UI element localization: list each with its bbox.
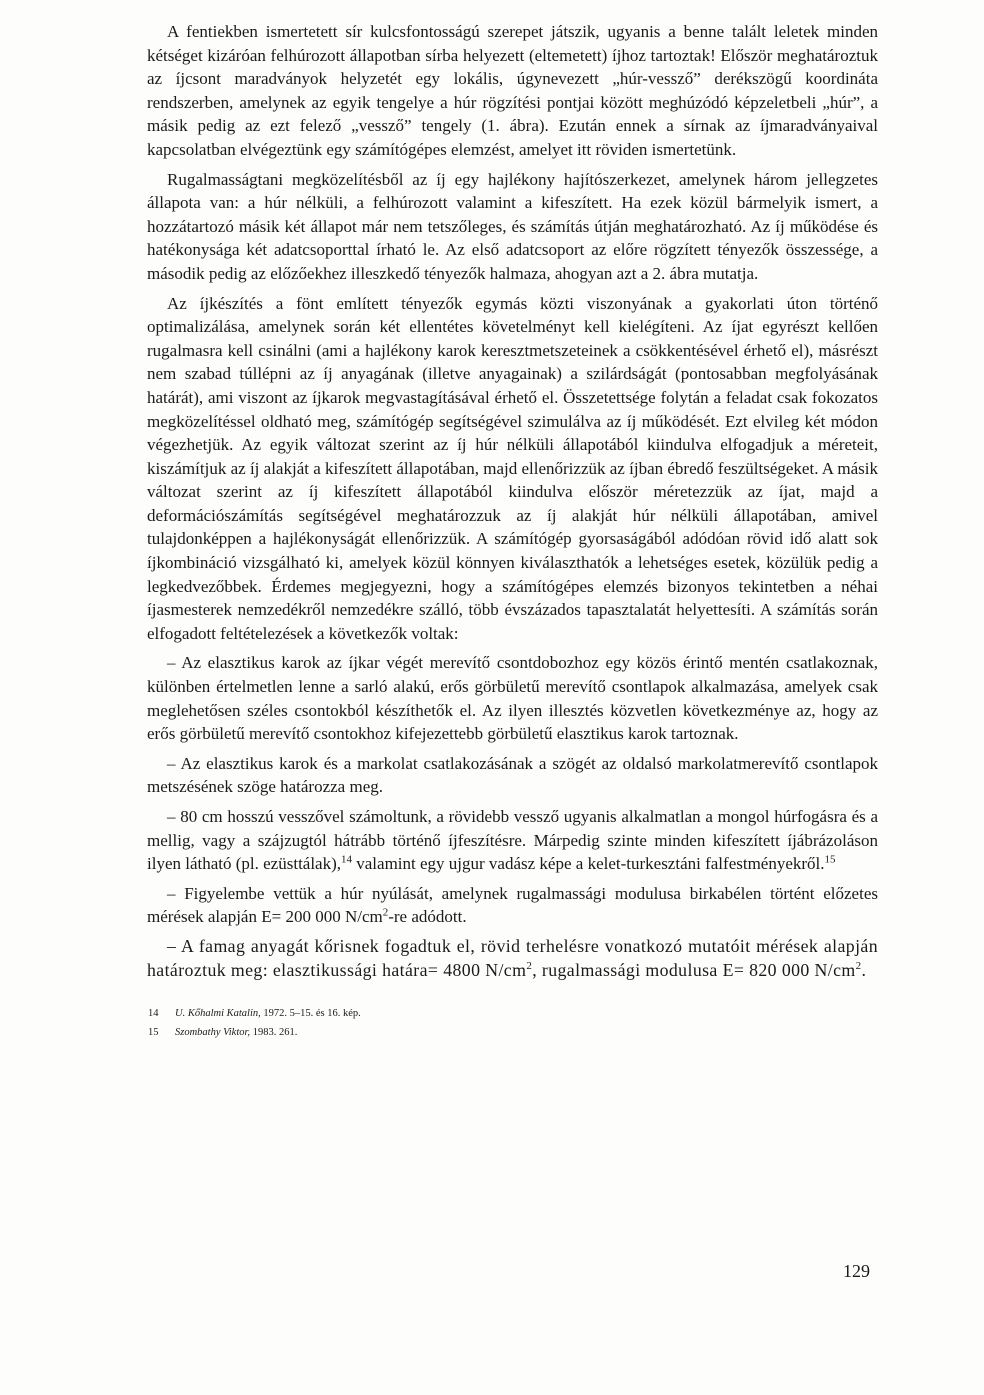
footnote-text: 1972. 5–15. és 16. kép. <box>260 1008 361 1020</box>
footnote-ref-14: 14 <box>341 853 353 866</box>
assumption-3-text-cont: valamint egy ujgur vadász képe a kelet-turkesztáni falfestményekről. <box>352 854 825 874</box>
footnotes <box>147 1004 878 1042</box>
assumption-4-text-cont: -re adódott. <box>388 907 467 927</box>
assumption-4-text: – Figyelembe vettük a húr nyúlását, amelynek rugalmassági modulusa birkabélen történt előzetes mérések alapján E= 200 000 N/cm <box>147 883 878 927</box>
assumption-3-text: – 80 cm hosszú vesszővel számoltunk, a rövidebb vessző ugyanis alkalmatlan a mongol húrfogásra és a mellig, vagy a szájzugtól hátrább történő íjfeszítésre. Márpedig szinte minden kifeszített íjábrázoláson ilyen látható (pl. ezüsttálak), <box>147 807 878 874</box>
footnote-14 <box>147 1004 878 1023</box>
unit-exponent: 2 <box>382 906 389 919</box>
unit-exponent: 2 <box>855 959 862 972</box>
footnote-author: Szombathy Viktor, <box>175 1027 251 1039</box>
assumption-4 <box>147 882 878 929</box>
footnote-text: 1983. 261. <box>250 1027 298 1039</box>
footnote-author: U. Kőhalmi Katalin, <box>175 1008 261 1020</box>
assumption-5-text: – A famag anyagát kőrisnek fogadtuk el, rövid terhelésre vonatkozó mutatóit mérések alapján határoztuk meg: elasztikussági határa= 4800 N/cm <box>147 935 878 980</box>
assumption-5 <box>147 935 878 982</box>
assumption-2: – Az elasztikus karok és a markolat csatlakozásának a szögét az oldalsó markolatmerevítő csontlapok metszésének szöge határozza meg. <box>147 753 878 797</box>
footnote-15 <box>147 1023 878 1042</box>
paragraph-1: A fentiekben ismertetett sír kulcsfontosságú szerepet játszik, ugyanis a benne talált leletek minden kétséget kizáróan felhúrozott állapotban sírba helyezett (eltemetett) íjhoz tartoztak! Először meghatároztuk az íjcsont maradványok helyzetét egy lokális, úgynevezett „húr-vessző” derékszögű koordináta rendszerben, amelynek az egyik tengelye a húr rögzítési pontjai között meghúzódó képzeletbeli „húr”, a másik pedig az ezt felező „vessző” tengely (1. ábra). Ezután ennek a sírnak az íjmaradványaival kapcsolatban elvégeztünk egy számítógépes elemzést, amelyet itt röviden ismertetünk. <box>147 22 878 159</box>
assumption-5-text-cont: , rugalmassági modulusa E= 820 000 N/cm <box>532 959 856 980</box>
assumption-5-text-end: . <box>861 959 867 980</box>
assumption-1: – Az elasztikus karok az íjkar végét merevítő csontdobozhoz egy közös érintő mentén csatlakoznak, különben értelmetlen lenne a sarló alakú, erős görbületű merevítő csontlapok alkalmazása, amelyek csak meglehetősen széles csontokból készíthetők el. Az ilyen illesztés közvetlen következménye az, hogy az erős görbületű merevítő csontokhoz kifejezettebb görbületű elasztikus karok tartoznak. <box>147 653 878 744</box>
paragraph-3: Az íjkészítés a fönt említett tényezők egymás közti viszonyának a gyakorlati úton történő optimalizálása, amelynek során két ellentétes követelményt kell kielégíteni. Az íjat egyrészt kellően rugalmasra kell csinálni (ami a hajlékony karok keresztmetszeteinek a csökkentésével érhető el), másrészt nem szabad túllépni az íj anyagának (illetve anyagainak) a szilárdságát (pontosabban megfolyásának határát), ami viszont az íjkarok megvastagításával érhető el. Összetettsége folytán a feladat csak fokozatos megközelítéssel oldható meg, számítógép segítségével szimulálva az íj működését. Ezt elvileg két módon végezhetjük. Az egyik változat szerint az íj húr nélküli állapotából kiindulva elfogadjuk a méreteit, kiszámítjuk az íj alakját a kifeszített állapotában, majd ellenőrizzük az íjban ébredő feszültségeket. A másik változat szerint az íj kifeszített állapotából kiindulva először méretezzük az íjat, majd a deformációszámítás segítségével meghatározzuk az íj alakját húr nélküli állapotában, amivel tulajdonképpen a hajlékonyságát ellenőrizzük. A számítógép gyorsaságából adódóan rövid idő alatt sok íjkombináció vizsgálható ki, amelyek közül könnyen kiválaszthatók a lehetséges esetek, közülük pedig a legkedvezőbbek. Érdemes megjegyezni, hogy a számítógépes elemzés bizonyos tekintetben a néhai íjasmesterek nemzedékről nemzedékre szálló, több évszázados tapasztalatát helyettesíti. A számítás során elfogadott feltételezések a következők voltak: <box>147 293 878 643</box>
footnote-number: 15 <box>148 1027 159 1039</box>
paragraph-2: Rugalmasságtani megközelítésből az íj egy hajlékony hajítószerkezet, amelynek három jellegzetes állapota van: a húr nélküli, a felhúrozott valamint a kifeszített. Ha ezek közül bármelyik ismert, a hozzátartozó másik két állapot már nem tetszőleges, és számítás útján meghatározható. Az íj működése és hatékonysága két adatcsoporttal írható le. Az első adatcsoport az előre rögzített tényezők összessége, a második pedig az előzőekhez illeszkedő tényezők halmaza, ahogyan azt a 2. ábra mutatja. <box>147 169 878 283</box>
page-number: 129 <box>843 1261 870 1281</box>
page-body <box>147 20 878 1042</box>
footnote-ref-15: 15 <box>824 853 836 866</box>
unit-exponent: 2 <box>526 959 533 972</box>
footnote-number: 14 <box>148 1008 159 1020</box>
assumption-3 <box>147 805 878 876</box>
